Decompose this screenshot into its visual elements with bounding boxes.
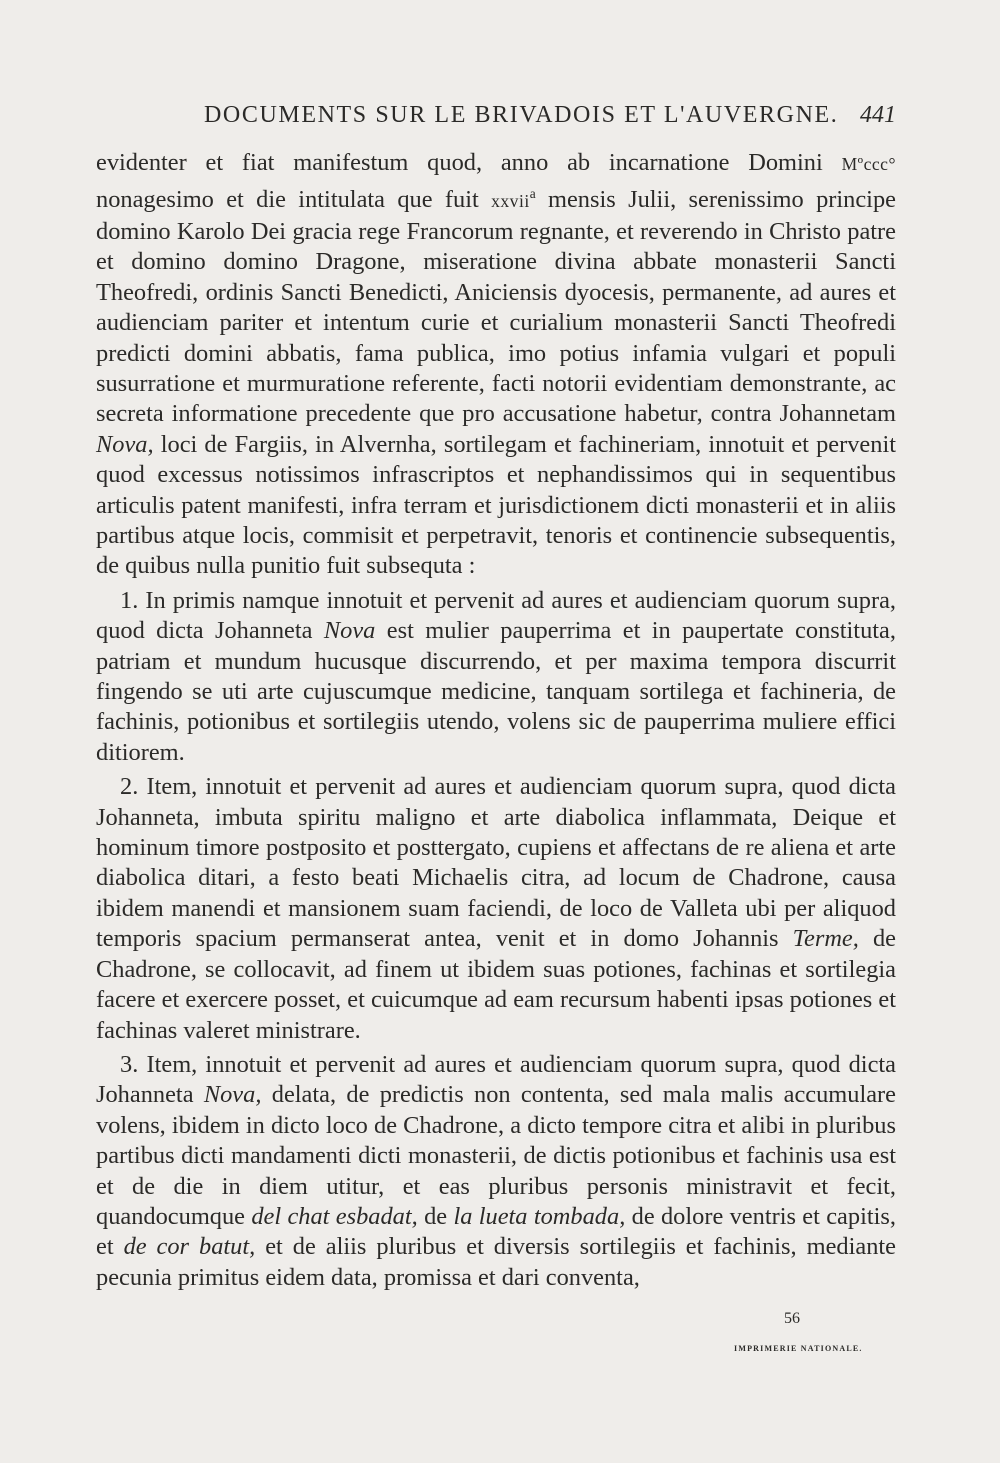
text-run: de	[417, 1202, 454, 1230]
text-run: Item, innotuit et pervenit ad aures et audienciam quorum supra, quod dicta Johanneta, imbuta spiritu maligno et arte diabolica inflammata, Deique et hominum timore postposito et posttergato, cupiens et affectans de re aliena et arte diabolica ditari, a festo beati Michaelis citra, ad locum de Chadrone, causa ibidem manendi et mansionem suam faciendi, de loco de Valleta ubi per aliquod temporis spacium permanserat antea, venit et in domo Johannis	[96, 773, 896, 953]
text-run: nonagesimo et die intitulata que fuit	[96, 186, 492, 214]
text-run: et de aliis pluribus et diversis sortilegiis et fachinis, mediante pecunia primitus eidem data, promissa et dari conventa,	[96, 1233, 896, 1291]
italic-name: Nova,	[203, 1081, 262, 1109]
day-numeral: xxvii	[491, 191, 530, 212]
article-1	[96, 586, 896, 768]
text-run: In primis namque innotuit et pervenit ad aures et audienciam quorum supra, quod dicta Johanneta	[96, 586, 896, 645]
day-suffix: a	[529, 186, 536, 202]
year-numeral: Mºccc°	[841, 154, 896, 174]
italic-name: Nova,	[96, 430, 154, 458]
italic-name: Nova	[323, 617, 376, 645]
printer-mark: IMPRIMERIE NATIONALE.	[734, 1344, 863, 1353]
article-2	[96, 772, 896, 1046]
text-run: loci de Fargiis, in Alvernha, sortilegam et fachineriam, innotuit et pervenit quod excessus notissimos infrascriptos et nephandissimos qui in sequentibus articulis patent manifesti, infra terram et jurisdictionem dicti monasterii et in aliis partibus atque locis, commisit et perpetravit, tenoris et continencie subsequentis, de quibus nulla punitio fuit subsequta :	[96, 430, 896, 580]
italic-phrase: de cor batut,	[123, 1233, 256, 1261]
text-run: est mulier pauperrima et in paupertate constituta, patriam et mundum hucusque discurrendo, et per maxima tempora discurrit fingendo se uti arte cujuscumque medicine, tanquam sortilega et fachineria, de fachinis, potionibus et sortilegiis utendo, volens sic de pauperrima muliere effici ditiorem.	[96, 617, 896, 766]
article-number: 2.	[120, 773, 139, 801]
text-run: mensis Julii, serenissimo principe domino Karolo Dei gracia rege Francorum regnante, et reverendo in Christo patre et domino domino Dragone, miseratione divina abbate monasterii Sancti Theofredi, ordinis Sancti Benedicti, Aniciensis dyocesis, permanente, ad aures et audienciam pariter et intentum curie et curialium monasterii Sancti Theofredi predicti domini abbatis, fama publica, imo potius infamia vulgari et populi susurratione et murmuratione referente, facti notorii evidentiam demonstrante, ac secreta informatione precedente que pro accusatione habetur, contra Johannetam	[96, 186, 896, 428]
text-run: evidenter et fiat manifestum quod, anno ab incarnatione Domini	[96, 149, 842, 176]
page-number: 441	[860, 102, 896, 128]
intro-paragraph	[96, 148, 896, 582]
text-run: de dolore ventris et capitis, et	[96, 1202, 897, 1261]
signature-mark: 56	[784, 1310, 800, 1327]
running-title: DOCUMENTS SUR LE BRIVADOIS ET L'AUVERGNE.	[204, 102, 839, 128]
italic-name: Terme,	[792, 925, 859, 953]
text-run: delata, de predictis non contenta, sed mala malis accumulare volens, ibidem in dicto loco de Chadrone, a dicto tempore citra et alibi in pluribus partibus dicti mandamenti dicti monasterii, de dictis potionibus et fachinis usa est et de die in diem utitur, et eas pluribus personis ministravit et fecit, quandocumque	[96, 1081, 897, 1230]
article-number: 1.	[120, 586, 139, 614]
body-text	[96, 148, 896, 1293]
article-number: 3.	[120, 1050, 139, 1078]
text-run: Item, innotuit et pervenit ad aures et audienciam quorum supra, quod dicta Johanneta	[96, 1050, 896, 1109]
text-run: de Chadrone, se collocavit, ad finem ut ibidem suas potiones, fachinas et sortilegia facere et exercere posset, et cuicumque ad eam recursum habenti ipsas potiones et fachinas valeret ministrare.	[96, 925, 896, 1044]
page-header	[96, 102, 896, 142]
article-3	[96, 1050, 896, 1293]
italic-phrase: la lueta tombada,	[453, 1202, 626, 1230]
italic-phrase: del chat esbadat,	[251, 1202, 418, 1230]
